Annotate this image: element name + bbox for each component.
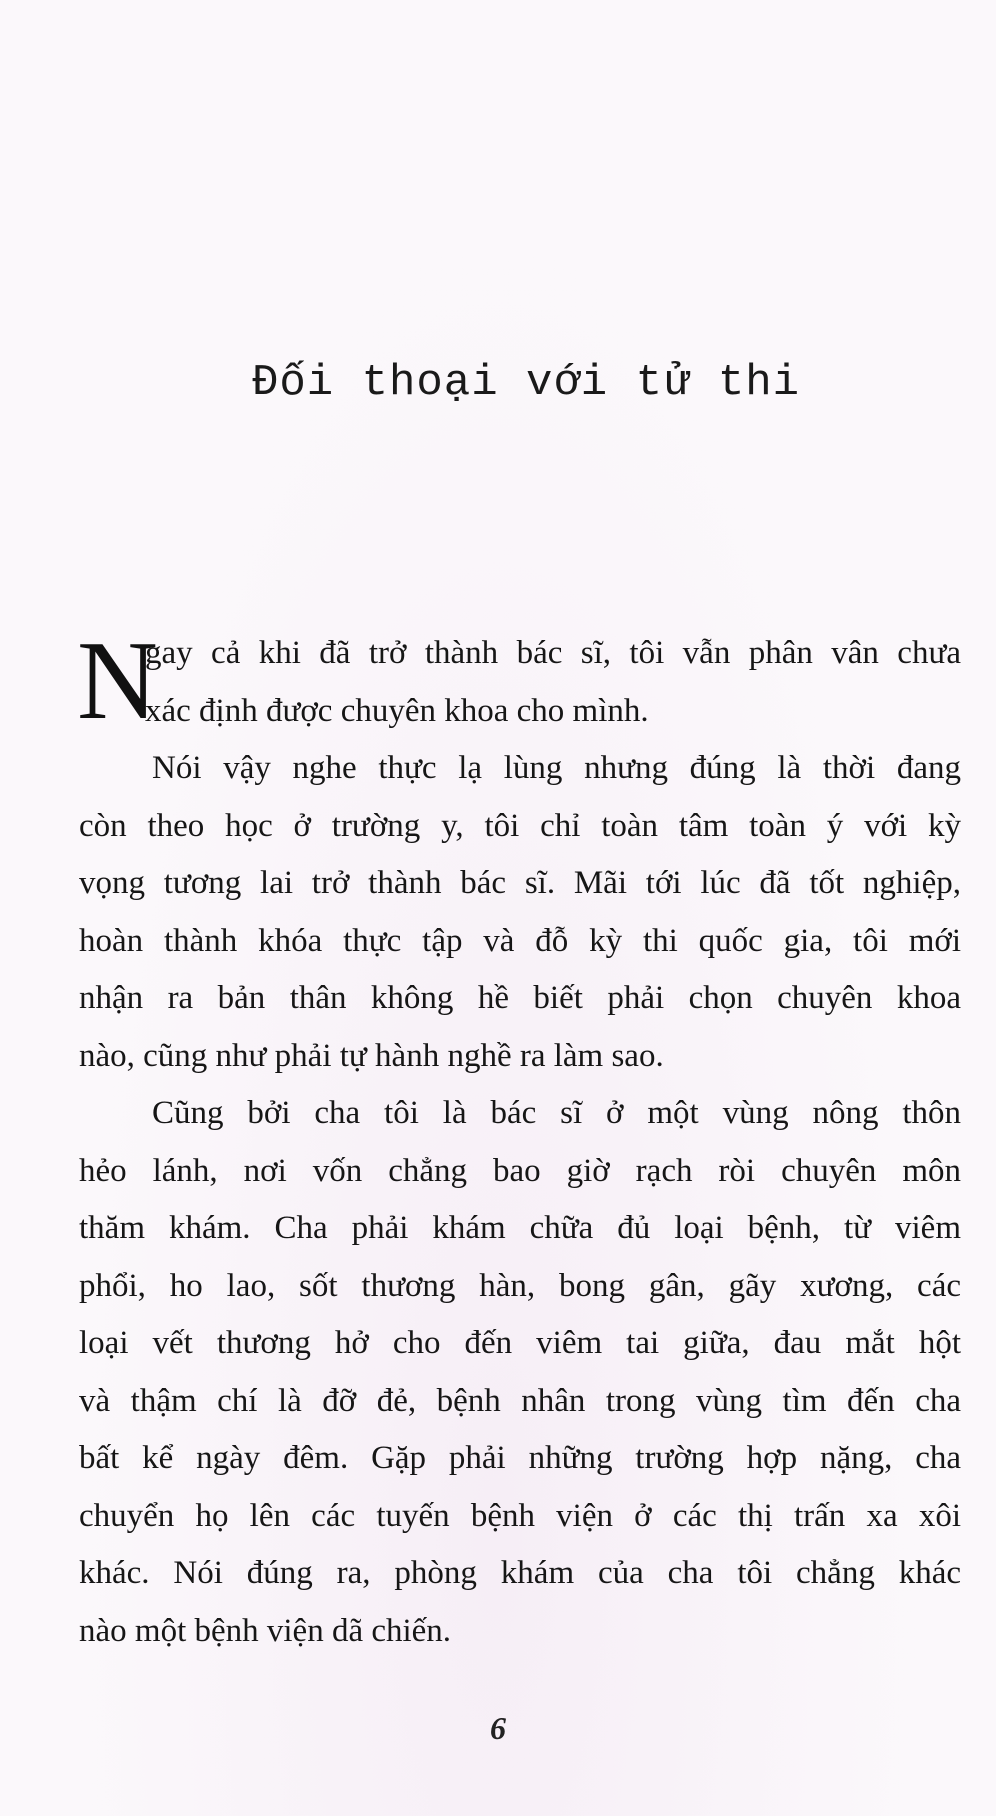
text-line: phổi, ho lao, sốt thương hàn, bong gân, gãy xương, các bbox=[79, 1267, 961, 1304]
page-number: 6 bbox=[490, 1710, 506, 1746]
text-line: chuyển họ lên các tuyến bệnh viện ở các thị trấn xa xôi bbox=[79, 1497, 961, 1534]
text-line: thăm khám. Cha phải khám chữa đủ loại bệnh, từ viêm bbox=[79, 1210, 961, 1246]
text-line: còn theo học ở trường y, tôi chỉ toàn tâm toàn ý với kỳ bbox=[79, 807, 961, 844]
text-line: bất kể ngày đêm. Gặp phải những trường hợp nặng, cha bbox=[79, 1440, 961, 1476]
drop-cap: N bbox=[77, 619, 158, 743]
text-line: loại vết thương hở cho đến viêm tai giữa, đau mắt hột bbox=[79, 1325, 961, 1361]
text-line: khác. Nói đúng ra, phòng khám của cha tôi chẳng khác bbox=[79, 1555, 961, 1591]
text-line: gay cả khi đã trở thành bác sĩ, tôi vẫn phân vân chưa bbox=[145, 635, 961, 671]
text-line: xác định được chuyên khoa cho mình. bbox=[145, 692, 649, 729]
text-line: hoàn thành khóa thực tập và đỗ kỳ thi quốc gia, tôi mới bbox=[79, 922, 961, 959]
chapter-title: Đối thoại với tử thi bbox=[251, 358, 801, 408]
text-line: Cũng bởi cha tôi là bác sĩ ở một vùng nông thôn bbox=[152, 1095, 961, 1131]
text-line: nào, cũng như phải tự hành nghề ra làm sao. bbox=[79, 1037, 664, 1074]
text-line: Nói vậy nghe thực lạ lùng nhưng đúng là thời đang bbox=[152, 750, 961, 786]
text-line: nào một bệnh viện dã chiến. bbox=[79, 1612, 452, 1649]
text-line: vọng tương lai trở thành bác sĩ. Mãi tới lúc đã tốt nghiệp, bbox=[79, 865, 961, 901]
text-line: nhận ra bản thân không hề biết phải chọn chuyên khoa bbox=[79, 980, 961, 1016]
body-text bbox=[77, 619, 961, 1660]
text-line: và thậm chí là đỡ đẻ, bệnh nhân trong vùng tìm đến cha bbox=[79, 1382, 961, 1419]
text-line: hẻo lánh, nơi vốn chẳng bao giờ rạch ròi chuyên môn bbox=[79, 1152, 961, 1189]
